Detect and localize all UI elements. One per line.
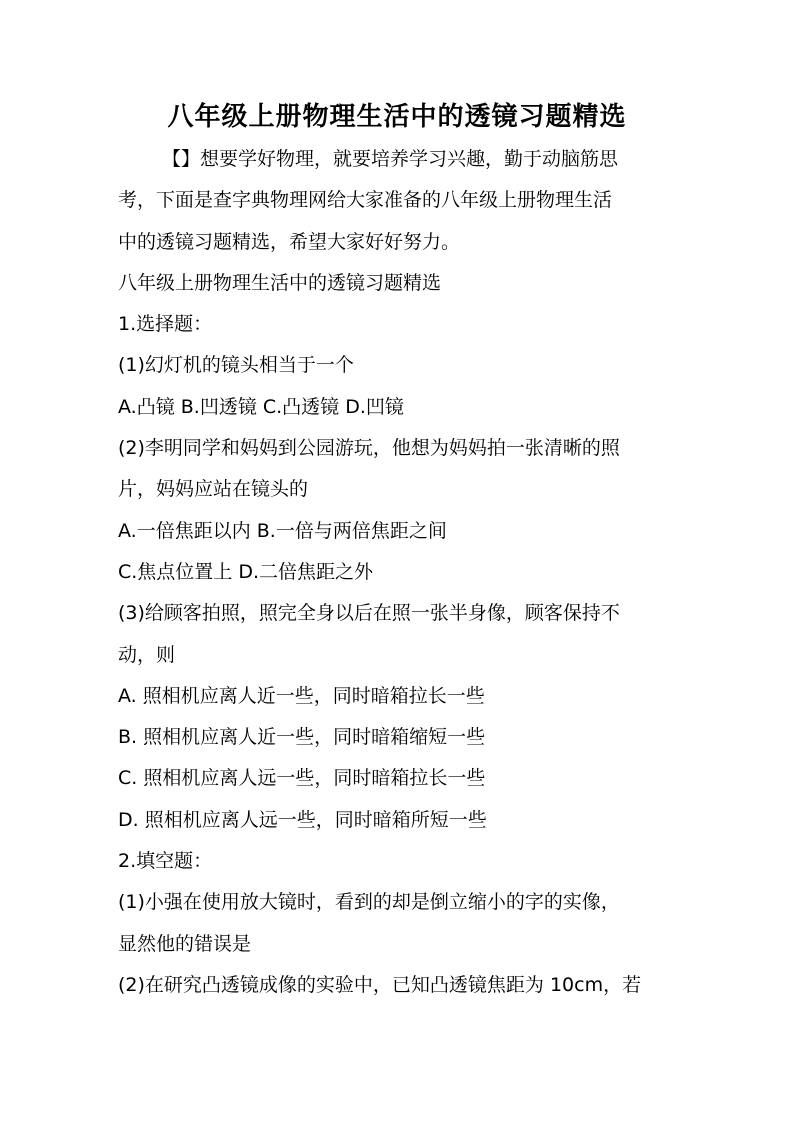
intro-paragraph-line: 考，下面是查字典物理网给大家准备的八年级上册物理生活 xyxy=(118,189,613,212)
section-heading: 八年级上册物理生活中的透镜习题精选 xyxy=(118,271,442,294)
document-title: 八年级上册物理生活中的透镜习题精选 xyxy=(167,102,627,132)
document-body xyxy=(118,139,688,1006)
question-text: 片，妈妈应站在镜头的 xyxy=(118,478,309,501)
question-text: (3)给顾客拍照，照完全身以后在照一张半身像，顾客保持不 xyxy=(118,602,620,625)
question-text: (1)幻灯机的镜头相当于一个 xyxy=(118,354,354,377)
answer-option: C. 照相机应离人远一些，同时暗箱拉长一些 xyxy=(118,767,486,790)
intro-paragraph-line: 中的透镜习题精选，希望大家好好努力。 xyxy=(118,230,461,253)
question-text: (1)小强在使用放大镜时，看到的却是倒立缩小的字的实像， xyxy=(118,891,620,914)
answer-options: A.一倍焦距以内 B.一倍与两倍焦距之间 xyxy=(118,519,447,542)
question-heading: 2.填空题： xyxy=(118,850,213,873)
answer-option: A. 照相机应离人近一些，同时暗箱拉长一些 xyxy=(118,684,485,707)
answer-options: C.焦点位置上 D.二倍焦距之外 xyxy=(118,560,374,583)
question-text: (2)在研究凸透镜成像的实验中，已知凸透镜焦距为 10cm，若 xyxy=(118,973,642,996)
answer-option: D. 照相机应离人远一些，同时暗箱所短一些 xyxy=(118,808,487,831)
question-text: (2)李明同学和妈妈到公园游玩，他想为妈妈拍一张清晰的照 xyxy=(118,437,620,460)
question-text: 动，则 xyxy=(118,643,176,666)
question-heading: 1.选择题： xyxy=(118,313,213,336)
question-text: 显然他的错误是 xyxy=(118,932,252,955)
answer-options: A.凸镜 B.凹透镜 C.凸透镜 D.凹镜 xyxy=(118,395,404,418)
intro-paragraph-line: 【】想要学好物理，就要培养学习兴趣，勤于动脑筋思 xyxy=(162,148,619,170)
answer-option: B. 照相机应离人近一些，同时暗箱缩短一些 xyxy=(118,726,486,749)
